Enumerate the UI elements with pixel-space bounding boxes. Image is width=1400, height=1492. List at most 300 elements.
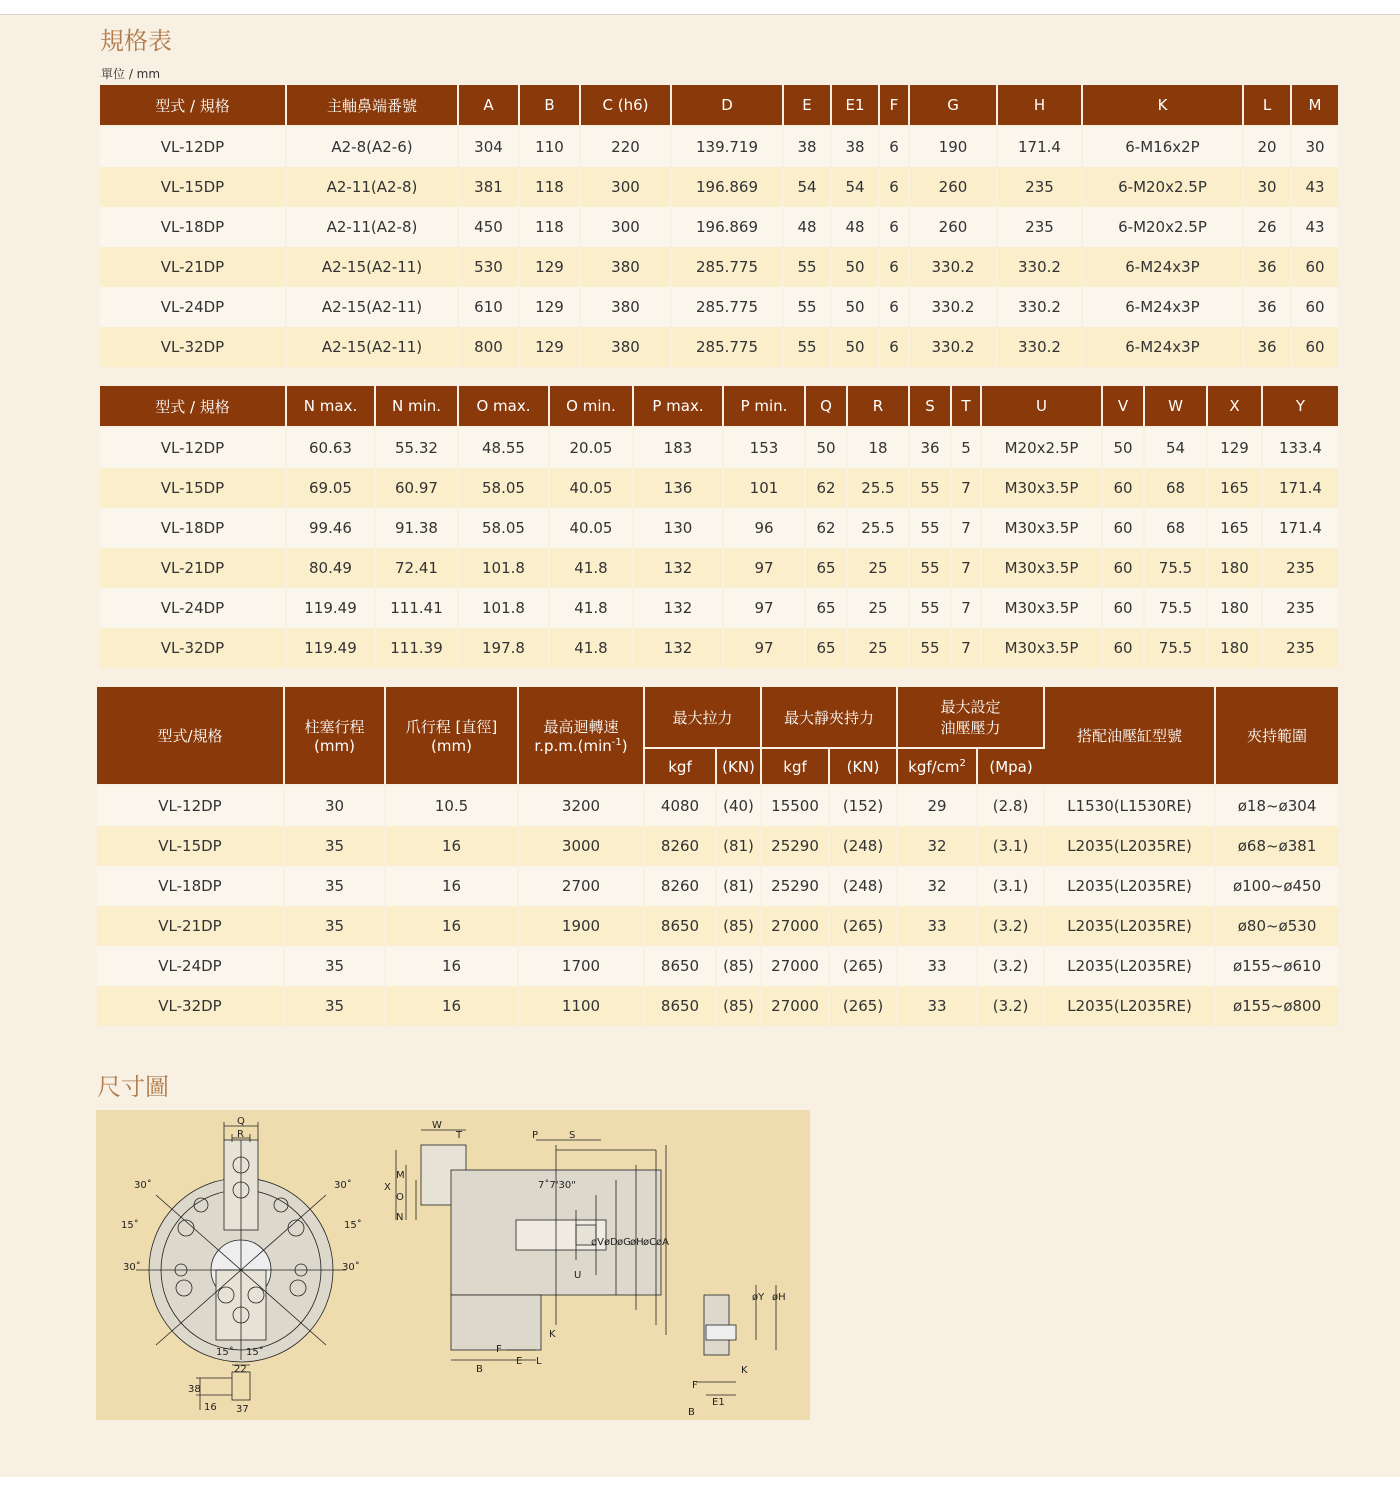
- table-cell: 139.719: [671, 126, 783, 167]
- table-cell: 99.46: [286, 508, 375, 548]
- table-row: [100, 427, 1338, 468]
- table-cell: 25: [847, 628, 909, 668]
- table2-header-12: V: [1102, 386, 1144, 427]
- label-angle-30-br: 30˚: [342, 1262, 360, 1273]
- table-cell: 48: [831, 207, 879, 247]
- table-cell: VL-12DP: [100, 126, 286, 167]
- table-cell: 38: [831, 126, 879, 167]
- table-cell: (3.1): [977, 866, 1044, 906]
- table-cell: (2.8): [977, 785, 1044, 826]
- th-max-pressure: 最大設定 油壓壓力: [897, 687, 1044, 748]
- table-cell: (3.2): [977, 986, 1044, 1026]
- table-cell: 32: [897, 866, 977, 906]
- label-g: øG: [617, 1237, 631, 1248]
- label-37: 37: [236, 1404, 249, 1415]
- table-cell: 235: [997, 207, 1082, 247]
- table-cell: 3200: [518, 785, 644, 826]
- table-cell: 60: [1291, 247, 1338, 287]
- label-c: øC: [643, 1237, 657, 1248]
- table-cell: 8650: [644, 986, 716, 1026]
- table-cell: 33: [897, 906, 977, 946]
- table1-header-12: L: [1243, 85, 1291, 126]
- table-cell: 25: [847, 588, 909, 628]
- spec-title: 規格表: [100, 27, 172, 55]
- table2-header-4: O min.: [549, 386, 633, 427]
- table2-header-14: X: [1207, 386, 1262, 427]
- table-cell: 1700: [518, 946, 644, 986]
- table-cell: 55: [909, 588, 951, 628]
- table-cell: 55: [909, 628, 951, 668]
- th-plunger-stroke: 柱塞行程 (mm): [284, 687, 385, 785]
- table2-header-15: Y: [1262, 386, 1338, 427]
- table-cell: 197.8: [458, 628, 549, 668]
- table1-header-9: G: [909, 85, 997, 126]
- table-cell: 330.2: [997, 287, 1082, 327]
- label-u: U: [574, 1270, 582, 1281]
- table-cell: 260: [909, 167, 997, 207]
- table-cell: (40): [716, 785, 761, 826]
- table-cell: 2700: [518, 866, 644, 906]
- table-cell: VL-18DP: [100, 508, 286, 548]
- table-cell: 330.2: [997, 247, 1082, 287]
- table-cell: 35: [284, 866, 385, 906]
- table-cell: M20x2.5P: [981, 427, 1102, 468]
- table-cell: 27000: [761, 906, 829, 946]
- table1-header-6: E: [783, 85, 831, 126]
- table-cell: VL-24DP: [100, 588, 286, 628]
- table-cell: 54: [1144, 427, 1207, 468]
- table-cell: (265): [829, 986, 897, 1026]
- table-row: [100, 327, 1338, 367]
- table-cell: ø100~ø450: [1215, 866, 1338, 906]
- table-cell: 118: [519, 167, 580, 207]
- table-cell: 30: [284, 785, 385, 826]
- table-cell: 48.55: [458, 427, 549, 468]
- table-cell: 6: [879, 126, 909, 167]
- table-row: [100, 588, 1338, 628]
- table-cell: 285.775: [671, 287, 783, 327]
- table-cell: 196.869: [671, 167, 783, 207]
- table-cell: 235: [997, 167, 1082, 207]
- table-cell: VL-24DP: [100, 287, 286, 327]
- table-cell: 6-M20x2.5P: [1082, 167, 1243, 207]
- table-cell: ø18~ø304: [1215, 785, 1338, 826]
- table-cell: 3000: [518, 826, 644, 866]
- page: [0, 14, 1400, 1477]
- table-cell: A2-15(A2-11): [286, 287, 458, 327]
- table-cell: 50: [805, 427, 847, 468]
- table2-header-11: U: [981, 386, 1102, 427]
- table-cell: M30x3.5P: [981, 508, 1102, 548]
- table-cell: 285.775: [671, 327, 783, 367]
- table-cell: VL-15DP: [100, 167, 286, 207]
- label-o: O: [396, 1192, 404, 1203]
- table-cell: 55: [909, 468, 951, 508]
- table-cell: 16: [385, 946, 518, 986]
- table-cell: 50: [1102, 427, 1144, 468]
- table-cell: 1100: [518, 986, 644, 1026]
- table-cell: 41.8: [549, 588, 633, 628]
- table-cell: 48: [783, 207, 831, 247]
- table-cell: 6-M24x3P: [1082, 327, 1243, 367]
- label-k2: K: [741, 1365, 748, 1376]
- table-cell: (81): [716, 826, 761, 866]
- table-cell: 130: [633, 508, 723, 548]
- table-cell: 54: [783, 167, 831, 207]
- table-cell: 300: [580, 207, 671, 247]
- table-cell: 75.5: [1144, 588, 1207, 628]
- label-m: M: [396, 1170, 405, 1181]
- table1-header-4: C (h6): [580, 85, 671, 126]
- table-cell: 50: [831, 287, 879, 327]
- label-angle-30-bl: 30˚: [123, 1262, 141, 1273]
- table-cell: 6: [879, 167, 909, 207]
- table-cell: 133.4: [1262, 427, 1338, 468]
- label-q: Q: [237, 1116, 245, 1127]
- table2-header-6: P min.: [723, 386, 805, 427]
- table-row: [100, 468, 1338, 508]
- table-cell: 380: [580, 247, 671, 287]
- table-cell: (81): [716, 866, 761, 906]
- table-cell: (265): [829, 906, 897, 946]
- table-cell: 50: [831, 247, 879, 287]
- table-cell: 69.05: [286, 468, 375, 508]
- table-cell: 60: [1102, 508, 1144, 548]
- table1-header-10: H: [997, 85, 1082, 126]
- table-cell: L2035(L2035RE): [1044, 986, 1215, 1026]
- table-cell: 220: [580, 126, 671, 167]
- table-cell: 7: [951, 508, 981, 548]
- table-cell: 7: [951, 468, 981, 508]
- table-cell: 36: [909, 427, 951, 468]
- table-cell: 171.4: [997, 126, 1082, 167]
- table-cell: 330.2: [997, 327, 1082, 367]
- table-cell: 97: [723, 628, 805, 668]
- table-cell: 60: [1291, 327, 1338, 367]
- label-s: S: [569, 1130, 576, 1141]
- table2-header-2: N min.: [375, 386, 458, 427]
- spec-table-2: [100, 386, 1338, 668]
- table-cell: 38: [783, 126, 831, 167]
- th-kgf-grip: kgf: [761, 748, 829, 785]
- th-max-rpm: 最高迴轉速 $r.p.m.(\min^{-1})$: [518, 687, 644, 785]
- table-cell: 136: [633, 468, 723, 508]
- table-cell: (3.2): [977, 946, 1044, 986]
- table-row: [100, 167, 1338, 207]
- table-cell: VL-21DP: [100, 548, 286, 588]
- table-cell: 6-M24x3P: [1082, 287, 1243, 327]
- table2-header-7: Q: [805, 386, 847, 427]
- th-jaw-stroke: 爪行程 [直徑] (mm): [385, 687, 518, 785]
- table-row: [97, 866, 1338, 906]
- unit-label: 單位 / mm: [101, 67, 161, 81]
- table-row: [100, 126, 1338, 167]
- table-cell: 132: [633, 588, 723, 628]
- label-angle-15-l: 15˚: [121, 1220, 139, 1231]
- table1-header-2: A: [458, 85, 519, 126]
- table-cell: 6-M20x2.5P: [1082, 207, 1243, 247]
- table-cell: 25.5: [847, 468, 909, 508]
- table2-header-5: P max.: [633, 386, 723, 427]
- table-cell: 15500: [761, 785, 829, 826]
- table-cell: ø80~ø530: [1215, 906, 1338, 946]
- table-cell: 6: [879, 247, 909, 287]
- table-cell: (85): [716, 946, 761, 986]
- table-row: [100, 548, 1338, 588]
- table-cell: 65: [805, 628, 847, 668]
- table-cell: 27000: [761, 946, 829, 986]
- table-cell: 60: [1102, 628, 1144, 668]
- table1-header-7: E1: [831, 85, 879, 126]
- table-cell: 16: [385, 826, 518, 866]
- th-cylinder-model: 搭配油壓缸型號: [1044, 687, 1215, 785]
- table-cell: VL-21DP: [97, 906, 284, 946]
- table-cell: 35: [284, 826, 385, 866]
- table-cell: 110: [519, 126, 580, 167]
- table-cell: 41.8: [549, 548, 633, 588]
- table-cell: 25.5: [847, 508, 909, 548]
- table-cell: 190: [909, 126, 997, 167]
- table-cell: 16: [385, 906, 518, 946]
- table-cell: 54: [831, 167, 879, 207]
- table-cell: (85): [716, 906, 761, 946]
- table-cell: 97: [723, 588, 805, 628]
- table-cell: 610: [458, 287, 519, 327]
- th-max-pull: 最大拉力: [644, 687, 761, 748]
- table-cell: L1530(L1530RE): [1044, 785, 1215, 826]
- label-e1-2: E1: [712, 1397, 725, 1408]
- table-cell: (265): [829, 946, 897, 986]
- table-cell: 800: [458, 327, 519, 367]
- table-cell: 380: [580, 327, 671, 367]
- table-cell: 32: [897, 826, 977, 866]
- spec-table-3: [97, 687, 1338, 1026]
- table-cell: 60: [1102, 548, 1144, 588]
- label-h: øH: [630, 1237, 644, 1248]
- table-cell: 171.4: [1262, 508, 1338, 548]
- table-cell: (248): [829, 866, 897, 906]
- table-cell: 1900: [518, 906, 644, 946]
- table-cell: 5: [951, 427, 981, 468]
- table-cell: 33: [897, 946, 977, 986]
- table-cell: L2035(L2035RE): [1044, 946, 1215, 986]
- table-cell: M30x3.5P: [981, 588, 1102, 628]
- dimension-title: 尺寸圖: [97, 1073, 169, 1101]
- table-cell: 7: [951, 628, 981, 668]
- table-cell: 6: [879, 327, 909, 367]
- table2-header-10: T: [951, 386, 981, 427]
- table2-header-9: S: [909, 386, 951, 427]
- table-cell: VL-32DP: [100, 628, 286, 668]
- label-k: K: [549, 1329, 556, 1340]
- table-cell: 97: [723, 548, 805, 588]
- label-angle-15-b2: 15˚: [246, 1347, 264, 1358]
- label-angle-15-b1: 15˚: [216, 1347, 234, 1358]
- label-d: øD: [604, 1237, 618, 1248]
- table-cell: 260: [909, 207, 997, 247]
- table-cell: 129: [1207, 427, 1262, 468]
- th-max-grip: 最大靜夾持力: [761, 687, 897, 748]
- table-cell: 129: [519, 327, 580, 367]
- table-cell: 26: [1243, 207, 1291, 247]
- table-cell: 55: [783, 287, 831, 327]
- table-cell: L2035(L2035RE): [1044, 866, 1215, 906]
- table-cell: 4080: [644, 785, 716, 826]
- table-cell: A2-11(A2-8): [286, 167, 458, 207]
- table-cell: 8650: [644, 906, 716, 946]
- table-cell: 50: [831, 327, 879, 367]
- table-cell: 153: [723, 427, 805, 468]
- th-model: 型式/規格: [97, 687, 284, 785]
- table-cell: 171.4: [1262, 468, 1338, 508]
- table-cell: 62: [805, 468, 847, 508]
- table-cell: 6-M24x3P: [1082, 247, 1243, 287]
- table2-header-3: O max.: [458, 386, 549, 427]
- table-cell: (85): [716, 986, 761, 1026]
- table-cell: 25290: [761, 826, 829, 866]
- table-cell: 58.05: [458, 508, 549, 548]
- table-cell: 43: [1291, 167, 1338, 207]
- table-cell: 40.05: [549, 468, 633, 508]
- table-row: [97, 946, 1338, 986]
- table-cell: 36: [1243, 247, 1291, 287]
- table-cell: 180: [1207, 588, 1262, 628]
- table-cell: 36: [1243, 327, 1291, 367]
- table-cell: 30: [1291, 126, 1338, 167]
- table-cell: 35: [284, 906, 385, 946]
- table-cell: A2-11(A2-8): [286, 207, 458, 247]
- table-cell: 75.5: [1144, 628, 1207, 668]
- table-cell: 91.38: [375, 508, 458, 548]
- table-cell: 16: [385, 986, 518, 1026]
- table-cell: 20: [1243, 126, 1291, 167]
- table-cell: 8650: [644, 946, 716, 986]
- table-cell: 58.05: [458, 468, 549, 508]
- table-cell: 132: [633, 628, 723, 668]
- table-cell: 20.05: [549, 427, 633, 468]
- table-cell: 55.32: [375, 427, 458, 468]
- table-cell: (152): [829, 785, 897, 826]
- table-cell: 7: [951, 548, 981, 588]
- label-b: B: [476, 1364, 483, 1375]
- table-cell: 6: [879, 207, 909, 247]
- table-cell: VL-18DP: [100, 207, 286, 247]
- table-cell: 180: [1207, 628, 1262, 668]
- table-cell: 27000: [761, 986, 829, 1026]
- table-cell: 60.63: [286, 427, 375, 468]
- table-cell: L2035(L2035RE): [1044, 906, 1215, 946]
- table-cell: 381: [458, 167, 519, 207]
- table-cell: 72.41: [375, 548, 458, 588]
- table-cell: 55: [909, 508, 951, 548]
- table-cell: 235: [1262, 588, 1338, 628]
- table-row: [100, 628, 1338, 668]
- table-row: [100, 508, 1338, 548]
- table-cell: ø155~ø800: [1215, 986, 1338, 1026]
- label-w: W: [432, 1120, 442, 1131]
- table-cell: 68: [1144, 468, 1207, 508]
- table-cell: VL-15DP: [100, 468, 286, 508]
- table-cell: 25: [847, 548, 909, 588]
- table-cell: VL-21DP: [100, 247, 286, 287]
- label-h2: øH: [772, 1292, 786, 1303]
- table-cell: VL-12DP: [100, 427, 286, 468]
- table-cell: VL-12DP: [97, 785, 284, 826]
- table1-header-13: M: [1291, 85, 1338, 126]
- table-cell: 25290: [761, 866, 829, 906]
- table-row: [97, 986, 1338, 1026]
- table-cell: 30: [1243, 167, 1291, 207]
- th-grip-range: 夾持範圍: [1215, 687, 1338, 785]
- table-cell: 235: [1262, 548, 1338, 588]
- label-r: R: [237, 1129, 244, 1140]
- table-cell: A2-8(A2-6): [286, 126, 458, 167]
- table-cell: 304: [458, 126, 519, 167]
- table1-header-8: F: [879, 85, 909, 126]
- table-cell: 118: [519, 207, 580, 247]
- table-cell: (3.1): [977, 826, 1044, 866]
- table-cell: 36: [1243, 287, 1291, 327]
- table-cell: VL-32DP: [97, 986, 284, 1026]
- table2-header-13: W: [1144, 386, 1207, 427]
- table-cell: A2-15(A2-11): [286, 247, 458, 287]
- label-b2: B: [688, 1407, 695, 1418]
- table1-header-11: K: [1082, 85, 1243, 126]
- table-cell: 330.2: [909, 287, 997, 327]
- table-cell: 450: [458, 207, 519, 247]
- label-f: F: [496, 1344, 502, 1355]
- table-cell: M30x3.5P: [981, 468, 1102, 508]
- table-cell: 43: [1291, 207, 1338, 247]
- table-cell: A2-15(A2-11): [286, 327, 458, 367]
- table-cell: 75.5: [1144, 548, 1207, 588]
- table-cell: 7: [951, 588, 981, 628]
- table-cell: 119.49: [286, 588, 375, 628]
- spec-table-1: [100, 85, 1338, 367]
- table-cell: 8260: [644, 866, 716, 906]
- table1-header-1: 主軸鼻端番號: [286, 85, 458, 126]
- table-cell: 60.97: [375, 468, 458, 508]
- table-cell: ø155~ø610: [1215, 946, 1338, 986]
- th-mpa: (Mpa): [977, 748, 1044, 785]
- table2-header-1: N max.: [286, 386, 375, 427]
- table-cell: 60: [1102, 588, 1144, 628]
- th-kgfcm: kgf/$cm^2$: [897, 748, 977, 785]
- table-cell: 16: [385, 866, 518, 906]
- table-cell: 62: [805, 508, 847, 548]
- table-cell: 530: [458, 247, 519, 287]
- table-cell: 33: [897, 986, 977, 1026]
- label-angle-30-tl: 30˚: [134, 1180, 152, 1191]
- table-cell: VL-24DP: [97, 946, 284, 986]
- table-cell: 65: [805, 548, 847, 588]
- table-cell: 35: [284, 986, 385, 1026]
- table-cell: 68: [1144, 508, 1207, 548]
- table-cell: 55: [909, 548, 951, 588]
- label-22: 22: [234, 1364, 247, 1375]
- table-cell: 111.41: [375, 588, 458, 628]
- table-cell: 55: [783, 247, 831, 287]
- table-cell: 60: [1291, 287, 1338, 327]
- table-cell: 111.39: [375, 628, 458, 668]
- table-cell: 8260: [644, 826, 716, 866]
- table1-header-5: D: [671, 85, 783, 126]
- label-a: øA: [656, 1237, 669, 1248]
- table-row: [100, 207, 1338, 247]
- label-f2: F: [692, 1380, 698, 1391]
- table-cell: 101: [723, 468, 805, 508]
- label-p: P: [532, 1130, 539, 1141]
